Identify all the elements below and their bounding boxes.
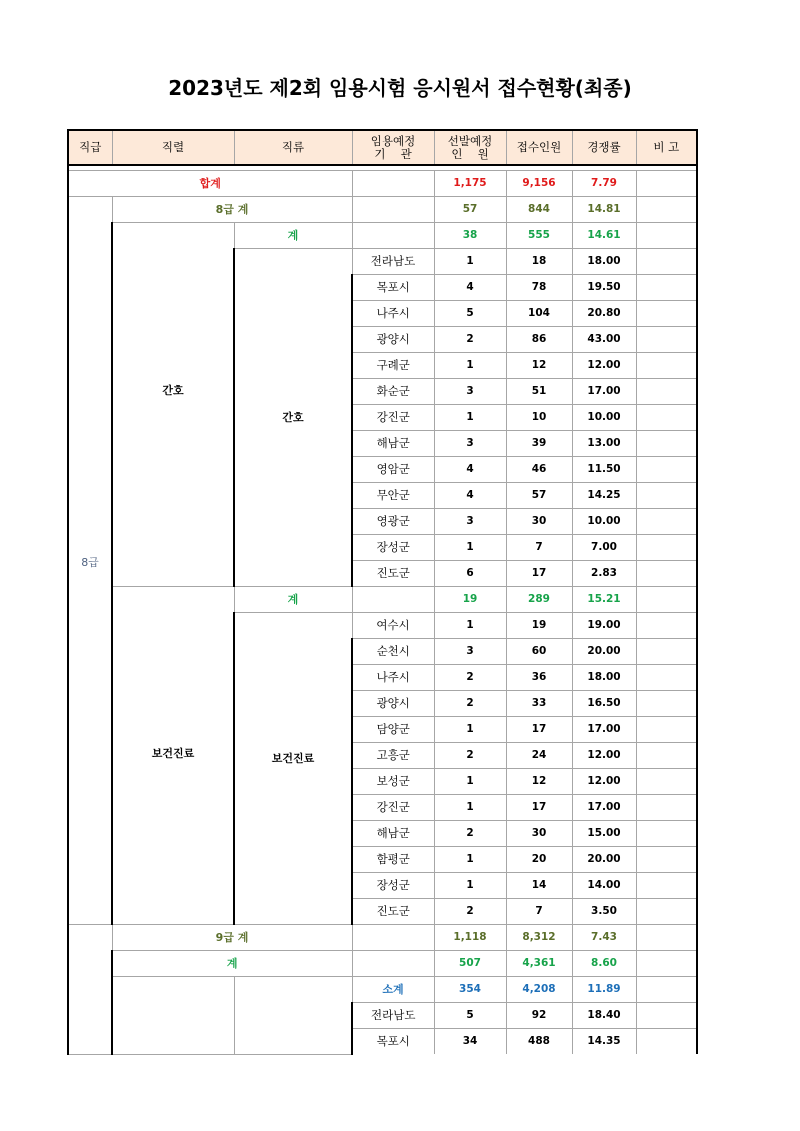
note-cell bbox=[636, 379, 697, 405]
note-cell bbox=[636, 353, 697, 379]
total-planned: 1,175 bbox=[434, 171, 506, 197]
note-cell bbox=[636, 873, 697, 899]
note-cell bbox=[636, 1003, 697, 1029]
applicants-cell: 12 bbox=[506, 769, 572, 795]
agency-cell: 함평군 bbox=[352, 847, 434, 873]
agency-cell: 목포시 bbox=[352, 1029, 434, 1055]
agency-cell: 보성군 bbox=[352, 769, 434, 795]
ratio-cell: 10.00 bbox=[572, 405, 636, 431]
total-row bbox=[68, 171, 697, 197]
applicants-cell: 19 bbox=[506, 613, 572, 639]
nursing-sum-row bbox=[68, 223, 697, 249]
g9-subsum-planned: 354 bbox=[434, 977, 506, 1003]
g8-subtotal-row bbox=[68, 197, 697, 223]
agency-cell: 목포시 bbox=[352, 275, 434, 301]
g8-subtotal-label: 8급 계 bbox=[112, 197, 352, 223]
header-applicants: 접수인원 bbox=[506, 130, 572, 165]
header-planned-bottom: 인 원 bbox=[451, 146, 489, 161]
ratio-cell: 20.00 bbox=[572, 847, 636, 873]
note-cell bbox=[636, 431, 697, 457]
planned-cell: 1 bbox=[434, 717, 506, 743]
ratio-cell: 11.50 bbox=[572, 457, 636, 483]
planned-cell: 3 bbox=[434, 431, 506, 457]
header-kind: 직류 bbox=[234, 130, 352, 165]
ratio-cell: 14.00 bbox=[572, 873, 636, 899]
note-cell bbox=[636, 769, 697, 795]
ratio-cell: 17.00 bbox=[572, 717, 636, 743]
agency-cell: 해남군 bbox=[352, 821, 434, 847]
planned-cell: 1 bbox=[434, 613, 506, 639]
applicants-cell: 46 bbox=[506, 457, 572, 483]
g8-subtotal-agency bbox=[352, 197, 434, 223]
note-cell bbox=[636, 665, 697, 691]
planned-cell: 2 bbox=[434, 691, 506, 717]
note-cell bbox=[636, 1029, 697, 1055]
applicants-cell: 86 bbox=[506, 327, 572, 353]
applicants-cell: 33 bbox=[506, 691, 572, 717]
g8-subtotal-applicants: 844 bbox=[506, 197, 572, 223]
applicants-cell: 78 bbox=[506, 275, 572, 301]
planned-cell: 5 bbox=[434, 1003, 506, 1029]
g9-subtotal-ratio: 7.43 bbox=[572, 925, 636, 951]
planned-cell: 3 bbox=[434, 639, 506, 665]
applicants-cell: 14 bbox=[506, 873, 572, 899]
planned-cell: 3 bbox=[434, 509, 506, 535]
grade-9-cell bbox=[68, 925, 112, 1055]
header-planned bbox=[434, 130, 506, 165]
planned-cell: 1 bbox=[434, 795, 506, 821]
applicants-cell: 7 bbox=[506, 899, 572, 925]
note-cell bbox=[636, 639, 697, 665]
planned-cell: 3 bbox=[434, 379, 506, 405]
ratio-cell: 43.00 bbox=[572, 327, 636, 353]
g9-series-cell bbox=[112, 977, 234, 1055]
header-grade: 직급 bbox=[68, 130, 112, 165]
g8-subtotal-note bbox=[636, 197, 697, 223]
health-sum-applicants: 289 bbox=[506, 587, 572, 613]
applicants-cell: 24 bbox=[506, 743, 572, 769]
health-series-cell: 보건진료 bbox=[112, 587, 234, 925]
grade-8-cell: 8급 bbox=[68, 197, 112, 925]
planned-cell: 2 bbox=[434, 743, 506, 769]
header-agency-top: 임용예정 bbox=[370, 133, 416, 148]
total-label: 합계 bbox=[68, 171, 352, 197]
planned-cell: 2 bbox=[434, 327, 506, 353]
agency-cell: 구례군 bbox=[352, 353, 434, 379]
health-sum-row bbox=[68, 587, 697, 613]
agency-cell: 나주시 bbox=[352, 665, 434, 691]
g9-sum-agency bbox=[352, 951, 434, 977]
note-cell bbox=[636, 847, 697, 873]
ratio-cell: 14.35 bbox=[572, 1029, 636, 1055]
g9-sum-row bbox=[68, 951, 697, 977]
agency-cell: 진도군 bbox=[352, 561, 434, 587]
g9-subtotal-applicants: 8,312 bbox=[506, 925, 572, 951]
agency-cell: 영암군 bbox=[352, 457, 434, 483]
header-ratio: 경쟁률 bbox=[572, 130, 636, 165]
total-agency bbox=[352, 171, 434, 197]
note-cell bbox=[636, 561, 697, 587]
note-cell bbox=[636, 509, 697, 535]
planned-cell: 1 bbox=[434, 535, 506, 561]
ratio-cell: 19.50 bbox=[572, 275, 636, 301]
ratio-cell: 17.00 bbox=[572, 795, 636, 821]
note-cell bbox=[636, 613, 697, 639]
header-planned-top: 선발예정 bbox=[447, 133, 493, 148]
planned-cell: 2 bbox=[434, 821, 506, 847]
total-ratio: 7.79 bbox=[572, 171, 636, 197]
planned-cell: 1 bbox=[434, 405, 506, 431]
g9-subtotal-planned: 1,118 bbox=[434, 925, 506, 951]
agency-cell: 해남군 bbox=[352, 431, 434, 457]
planned-cell: 2 bbox=[434, 665, 506, 691]
ratio-cell: 14.25 bbox=[572, 483, 636, 509]
header-agency-bottom: 기 관 bbox=[374, 146, 412, 161]
ratio-cell: 10.00 bbox=[572, 509, 636, 535]
planned-cell: 1 bbox=[434, 873, 506, 899]
applicants-cell: 488 bbox=[506, 1029, 572, 1055]
ratio-cell: 12.00 bbox=[572, 743, 636, 769]
planned-cell: 4 bbox=[434, 275, 506, 301]
ratio-cell: 18.00 bbox=[572, 665, 636, 691]
agency-cell: 전라남도 bbox=[352, 249, 434, 275]
health-sum-agency bbox=[352, 587, 434, 613]
nursing-kind-cell: 간호 bbox=[234, 249, 352, 587]
note-cell bbox=[636, 275, 697, 301]
g9-subtotal-label: 9급 계 bbox=[112, 925, 352, 951]
agency-cell: 강진군 bbox=[352, 795, 434, 821]
note-cell bbox=[636, 483, 697, 509]
agency-cell: 광양시 bbox=[352, 691, 434, 717]
applicants-cell: 10 bbox=[506, 405, 572, 431]
planned-cell: 4 bbox=[434, 483, 506, 509]
applicants-cell: 20 bbox=[506, 847, 572, 873]
note-cell bbox=[636, 717, 697, 743]
applicants-cell: 92 bbox=[506, 1003, 572, 1029]
agency-cell: 영광군 bbox=[352, 509, 434, 535]
applicants-cell: 7 bbox=[506, 535, 572, 561]
page-title: 2023년도 제2회 임용시험 응시원서 접수현황(최종) bbox=[168, 76, 632, 100]
nursing-sum-ratio: 14.61 bbox=[572, 223, 636, 249]
nursing-sum-applicants: 555 bbox=[506, 223, 572, 249]
g9-subtotal-agency bbox=[352, 925, 434, 951]
applicants-cell: 57 bbox=[506, 483, 572, 509]
ratio-cell: 18.00 bbox=[572, 249, 636, 275]
g9-subsum-note bbox=[636, 977, 697, 1003]
applicants-cell: 18 bbox=[506, 249, 572, 275]
ratio-cell: 12.00 bbox=[572, 353, 636, 379]
agency-cell: 장성군 bbox=[352, 535, 434, 561]
nursing-series-cell: 간호 bbox=[112, 223, 234, 587]
applicants-cell: 17 bbox=[506, 561, 572, 587]
g9-kind-cell bbox=[234, 977, 352, 1055]
header-series: 직렬 bbox=[112, 130, 234, 165]
note-cell bbox=[636, 821, 697, 847]
planned-cell: 5 bbox=[434, 301, 506, 327]
note-cell bbox=[636, 301, 697, 327]
agency-cell: 화순군 bbox=[352, 379, 434, 405]
agency-cell: 나주시 bbox=[352, 301, 434, 327]
applicants-cell: 30 bbox=[506, 821, 572, 847]
header-row bbox=[68, 130, 697, 165]
ratio-cell: 12.00 bbox=[572, 769, 636, 795]
note-cell bbox=[636, 457, 697, 483]
agency-cell: 무안군 bbox=[352, 483, 434, 509]
agency-cell: 강진군 bbox=[352, 405, 434, 431]
g9-sum-ratio: 8.60 bbox=[572, 951, 636, 977]
nursing-sum-agency bbox=[352, 223, 434, 249]
ratio-cell: 13.00 bbox=[572, 431, 636, 457]
ratio-cell: 2.83 bbox=[572, 561, 636, 587]
planned-cell: 1 bbox=[434, 353, 506, 379]
applicants-cell: 17 bbox=[506, 717, 572, 743]
nursing-sum-label: 계 bbox=[234, 223, 352, 249]
ratio-cell: 16.50 bbox=[572, 691, 636, 717]
ratio-cell: 15.00 bbox=[572, 821, 636, 847]
planned-cell: 2 bbox=[434, 899, 506, 925]
note-cell bbox=[636, 691, 697, 717]
planned-cell: 1 bbox=[434, 769, 506, 795]
agency-cell: 장성군 bbox=[352, 873, 434, 899]
nursing-sum-note bbox=[636, 223, 697, 249]
ratio-cell: 17.00 bbox=[572, 379, 636, 405]
g8-subtotal-ratio: 14.81 bbox=[572, 197, 636, 223]
g9-subsum-label: 소계 bbox=[352, 977, 434, 1003]
health-kind-cell: 보건진료 bbox=[234, 613, 352, 925]
note-cell bbox=[636, 899, 697, 925]
applicants-cell: 51 bbox=[506, 379, 572, 405]
health-sum-ratio: 15.21 bbox=[572, 587, 636, 613]
ratio-cell: 18.40 bbox=[572, 1003, 636, 1029]
applicants-cell: 12 bbox=[506, 353, 572, 379]
planned-cell: 1 bbox=[434, 847, 506, 873]
planned-cell: 6 bbox=[434, 561, 506, 587]
g9-subtotal-note bbox=[636, 925, 697, 951]
planned-cell: 1 bbox=[434, 249, 506, 275]
ratio-cell: 7.00 bbox=[572, 535, 636, 561]
note-cell bbox=[636, 405, 697, 431]
planned-cell: 34 bbox=[434, 1029, 506, 1055]
g8-subtotal-planned: 57 bbox=[434, 197, 506, 223]
nursing-sum-planned: 38 bbox=[434, 223, 506, 249]
health-sum-note bbox=[636, 587, 697, 613]
g9-subsum-applicants: 4,208 bbox=[506, 977, 572, 1003]
applicants-cell: 104 bbox=[506, 301, 572, 327]
agency-cell: 고흥군 bbox=[352, 743, 434, 769]
agency-cell: 광양시 bbox=[352, 327, 434, 353]
note-cell bbox=[636, 535, 697, 561]
g9-sum-applicants: 4,361 bbox=[506, 951, 572, 977]
g9-sum-label: 계 bbox=[112, 951, 352, 977]
applicants-cell: 60 bbox=[506, 639, 572, 665]
g9-subtotal-row bbox=[68, 925, 697, 951]
agency-cell: 순천시 bbox=[352, 639, 434, 665]
ratio-cell: 20.00 bbox=[572, 639, 636, 665]
total-note bbox=[636, 171, 697, 197]
agency-cell: 진도군 bbox=[352, 899, 434, 925]
agency-cell: 여수시 bbox=[352, 613, 434, 639]
health-sum-planned: 19 bbox=[434, 587, 506, 613]
header-note: 비 고 bbox=[636, 130, 697, 165]
applicants-cell: 30 bbox=[506, 509, 572, 535]
ratio-cell: 19.00 bbox=[572, 613, 636, 639]
g9-subsum-ratio: 11.89 bbox=[572, 977, 636, 1003]
g9-subsum-row bbox=[68, 977, 697, 1003]
health-sum-label: 계 bbox=[234, 587, 352, 613]
application-status-table bbox=[67, 129, 698, 1055]
applicants-cell: 36 bbox=[506, 665, 572, 691]
planned-cell: 4 bbox=[434, 457, 506, 483]
applicants-cell: 17 bbox=[506, 795, 572, 821]
note-cell bbox=[636, 795, 697, 821]
g9-sum-note bbox=[636, 951, 697, 977]
applicants-cell: 39 bbox=[506, 431, 572, 457]
header-agency bbox=[352, 130, 434, 165]
ratio-cell: 20.80 bbox=[572, 301, 636, 327]
note-cell bbox=[636, 743, 697, 769]
agency-cell: 전라남도 bbox=[352, 1003, 434, 1029]
ratio-cell: 3.50 bbox=[572, 899, 636, 925]
total-applicants: 9,156 bbox=[506, 171, 572, 197]
note-cell bbox=[636, 327, 697, 353]
agency-cell: 담양군 bbox=[352, 717, 434, 743]
note-cell bbox=[636, 249, 697, 275]
g9-sum-planned: 507 bbox=[434, 951, 506, 977]
